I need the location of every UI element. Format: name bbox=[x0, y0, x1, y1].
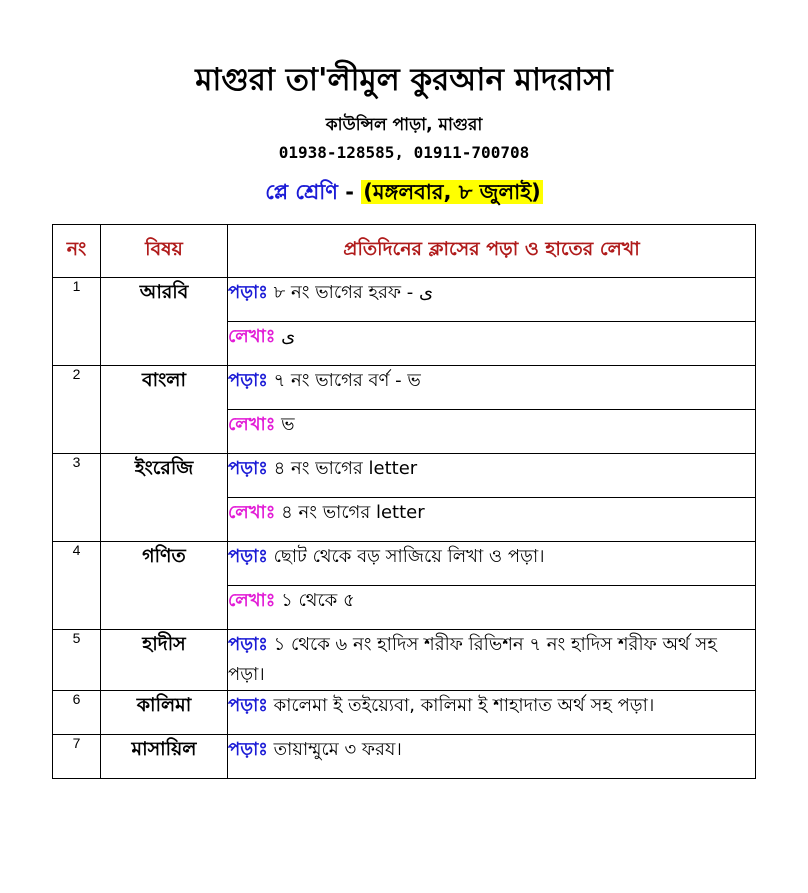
read-text: তায়াম্মুমে ৩ ফরয। bbox=[267, 739, 402, 760]
row-number: 3 bbox=[53, 454, 101, 542]
read-text: ৪ নং ভাগের letter bbox=[267, 458, 418, 479]
row-subject: বাংলা bbox=[101, 366, 228, 454]
row-number: 1 bbox=[53, 278, 101, 366]
table-row bbox=[53, 691, 756, 735]
read-label: পড়াঃ bbox=[228, 458, 268, 479]
read-cell bbox=[228, 278, 756, 322]
madrasa-title: মাগুরা তা'লীমুল কুরআন মাদরাসা bbox=[195, 62, 613, 98]
header-details: প্রতিদিনের ক্লাসের পড়া ও হাতের লেখা bbox=[228, 225, 756, 278]
row-number: 5 bbox=[53, 630, 101, 691]
table-row bbox=[53, 735, 756, 779]
read-label: পড়াঃ bbox=[228, 634, 268, 655]
write-label: লেখাঃ bbox=[228, 502, 276, 523]
read-text: কালেমা ই তইয়্যেবা, কালিমা ই শাহাদাত অর্থ সহ পড়া। bbox=[267, 695, 655, 716]
write-cell bbox=[228, 498, 756, 542]
read-cell bbox=[228, 542, 756, 586]
class-date-highlight: (মঙ্গলবার, ৮ জুলাই) bbox=[363, 180, 541, 204]
write-text: ৪ নং ভাগের letter bbox=[275, 502, 425, 523]
write-text: ভ bbox=[275, 414, 295, 435]
write-label: লেখাঃ bbox=[228, 326, 276, 347]
write-cell bbox=[228, 410, 756, 454]
table-row bbox=[53, 454, 756, 498]
row-subject: গণিত bbox=[101, 542, 228, 630]
table-row bbox=[53, 278, 756, 322]
table-row bbox=[53, 542, 756, 586]
write-cell bbox=[228, 322, 756, 366]
routine-table bbox=[52, 224, 756, 779]
read-text: ছোট থেকে বড় সাজিয়ে লিখা ও পড়া। bbox=[267, 546, 545, 567]
row-number: 6 bbox=[53, 691, 101, 735]
read-text: ৭ নং ভাগের বর্ণ - ভ bbox=[267, 370, 421, 391]
write-label: লেখাঃ bbox=[228, 590, 276, 611]
row-number: 7 bbox=[53, 735, 101, 779]
read-cell bbox=[228, 630, 756, 691]
row-subject: কালিমা bbox=[101, 691, 228, 735]
row-subject: মাসায়িল bbox=[101, 735, 228, 779]
phone-numbers: 01938-128585, 01911-700708 bbox=[278, 143, 530, 162]
read-cell bbox=[228, 735, 756, 779]
read-text: ১ থেকে ৬ নং হাদিস শরীফ রিভিশন ৭ নং হাদিস শরীফ অর্থ সহ পড়া। bbox=[228, 634, 717, 685]
read-cell bbox=[228, 366, 756, 410]
row-subject: হাদীস bbox=[101, 630, 228, 691]
class-line bbox=[0, 176, 808, 211]
row-number: 2 bbox=[53, 366, 101, 454]
read-label: পড়াঃ bbox=[228, 546, 268, 567]
write-cell bbox=[228, 586, 756, 630]
read-text: ৮ নং ভাগের হরফ - ى bbox=[267, 282, 434, 303]
table-header-row bbox=[53, 225, 756, 278]
class-separator: - bbox=[337, 180, 362, 204]
row-subject: ইংরেজি bbox=[101, 454, 228, 542]
row-subject: আরবি bbox=[101, 278, 228, 366]
table-row bbox=[53, 630, 756, 691]
row-number: 4 bbox=[53, 542, 101, 630]
read-label: পড়াঃ bbox=[228, 282, 268, 303]
read-cell bbox=[228, 691, 756, 735]
class-name: প্লে শ্রেণি bbox=[265, 180, 338, 204]
write-text: ১ থেকে ৫ bbox=[275, 590, 355, 611]
read-cell bbox=[228, 454, 756, 498]
address: কাউন্সিল পাড়া, মাগুরা bbox=[325, 115, 483, 135]
header-no: নং bbox=[53, 225, 101, 278]
read-label: পড়াঃ bbox=[228, 739, 268, 760]
read-label: পড়াঃ bbox=[228, 695, 268, 716]
write-label: লেখাঃ bbox=[228, 414, 276, 435]
read-label: পড়াঃ bbox=[228, 370, 268, 391]
table-row bbox=[53, 366, 756, 410]
header-subject: বিষয় bbox=[101, 225, 228, 278]
write-text: ى bbox=[275, 326, 296, 347]
